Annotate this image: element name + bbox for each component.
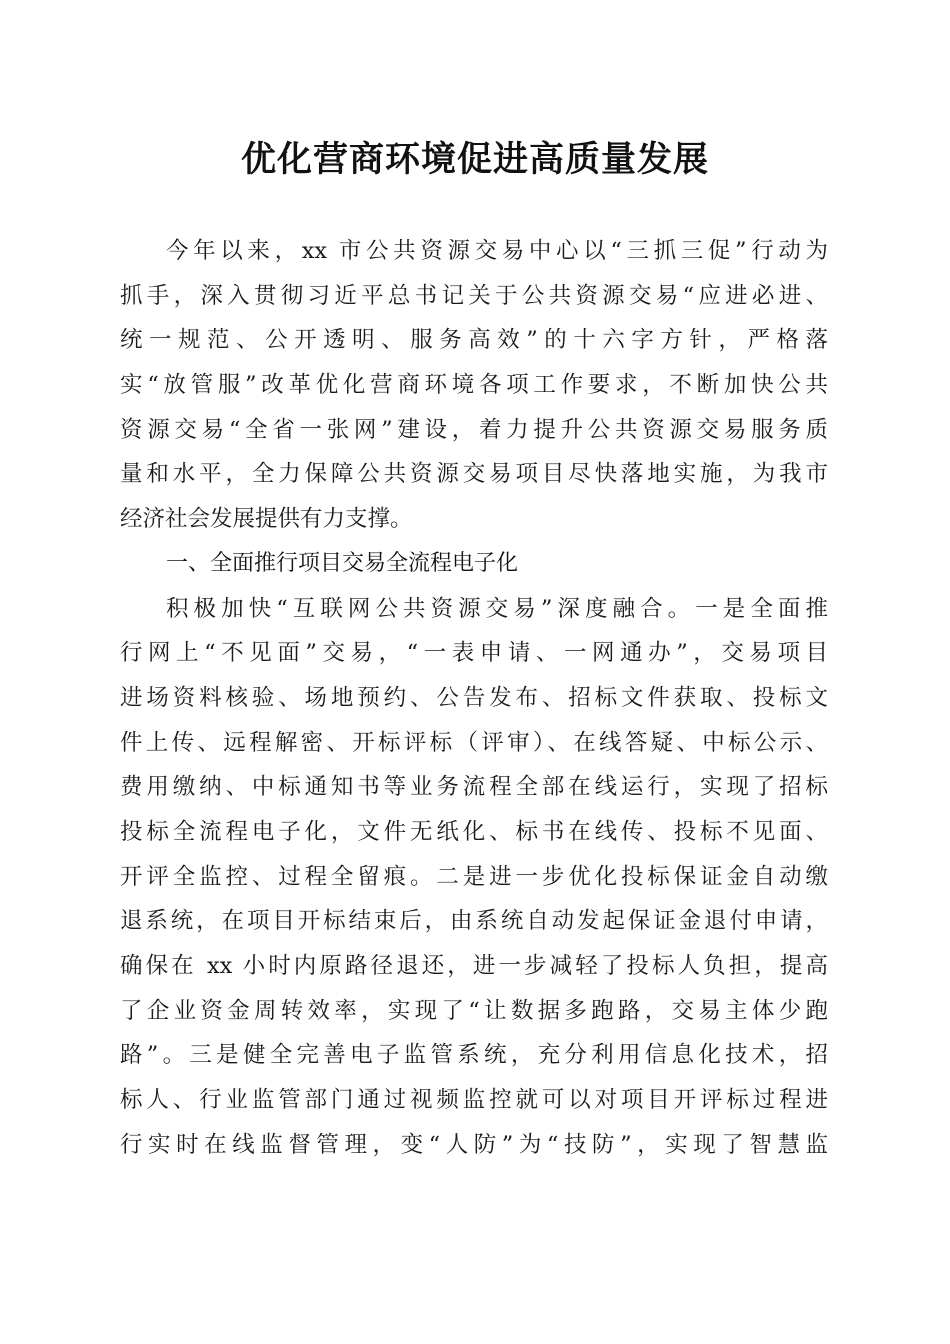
paragraph-line: 费用缴纳、中标通知书等业务流程全部在线运行，实现了招标 [120, 774, 828, 801]
paragraph-line: 进场资料核验、场地预约、公告发布、招标文件获取、投标文 [120, 684, 828, 711]
paragraph-line: 统一规范、公开透明、服务高效”的十六字方针，严格落 [120, 327, 828, 354]
paragraph-intro [120, 229, 828, 542]
paragraph-line: 行实时在线监督管理，变“人防”为“技防”，实现了智慧监 [120, 1131, 828, 1158]
paragraph-line: 量和水平，全力保障公共资源交易项目尽快落地实施，为我市 [120, 461, 828, 488]
paragraph-section1 [120, 587, 828, 1168]
paragraph-line: 资源交易“全省一张网”建设，着力提升公共资源交易服务质 [120, 416, 828, 443]
paragraph-line: 抓手，深入贯彻习近平总书记关于公共资源交易“应进必进、 [120, 282, 828, 309]
paragraph-line: 退系统，在项目开标结束后，由系统自动发起保证金退付申请， [120, 908, 828, 935]
paragraph-line: 确保在 xx 小时内原路径退还，进一步减轻了投标人负担，提高 [120, 953, 828, 979]
section-heading: 一、全面推行项目交易全流程电子化 [166, 550, 519, 576]
paragraph-line: 行网上“不见面”交易，“一表申请、一网通办”，交易项目 [120, 640, 828, 667]
paragraph-line: 标人、行业监管部门通过视频监控就可以对项目开评标过程进 [120, 1087, 828, 1114]
document-title: 优化营商环境促进高质量发展 [240, 139, 709, 180]
paragraph-line: 积极加快“互联网公共资源交易”深度融合。一是全面推 [166, 595, 828, 622]
document-body [120, 229, 828, 1167]
paragraph-line: 开评全监控、过程全留痕。二是进一步优化投标保证金自动缴 [120, 863, 828, 890]
paragraph-line: 今年以来，xx 市公共资源交易中心以“三抓三促”行动为 [166, 238, 828, 264]
paragraph-line: 了企业资金周转效率，实现了“让数据多跑路，交易主体少跑 [120, 997, 828, 1024]
paragraph-line: 件上传、远程解密、开标评标（评审）、在线答疑、中标公示、 [120, 729, 828, 756]
paragraph-line: 实“放管服”改革优化营商环境各项工作要求，不断加快公共 [120, 372, 828, 399]
paragraph-line: 投标全流程电子化，文件无纸化、标书在线传、投标不见面、 [120, 818, 828, 845]
paragraph-line: 路”。三是健全完善电子监管系统，充分利用信息化技术，招 [120, 1042, 828, 1069]
paragraph-line: 经济社会发展提供有力支撑。 [120, 506, 413, 533]
